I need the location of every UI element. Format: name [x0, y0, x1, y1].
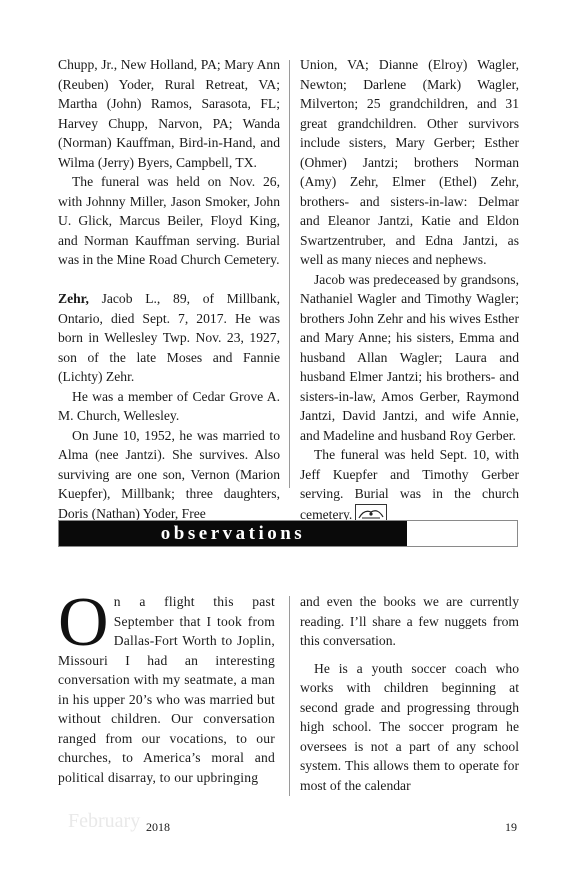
section-title: observations [160, 523, 306, 544]
article-column-right [300, 592, 519, 795]
article-paragraph: He is a youth soccer coach who works with children beginning at second grade and progressing through high school. The soccer program he oversees is not a part of any school system. This allows them to operate for most of the calendar [300, 660, 519, 793]
article-paragraph: and even the books we are currently reading. I’ll share a few nuggets from this conversation. [300, 594, 519, 648]
article-opening-text: n a flight this past September that I took from Dallas-Fort Worth to Joplin, Missouri I had an interesting conversation with my seatmate, a man in his upper 20’s who was married but without children. Our conversation ranged from our vocations, to our churches, to America’s moral and political disarray, to our upbringing [58, 594, 275, 785]
page-number: 19 [505, 820, 517, 834]
footer-year: 2018 [146, 820, 170, 834]
obituary-paragraph: Chupp, Jr., New Holland, PA; Mary Ann (Reuben) Yoder, Rural Retreat, VA; Martha (John) Ramos, Sarasota, FL; Harvey Chupp, Narvon, PA; Wanda (Norman) Kauffman, Bird-in-Hand, and Wilma (Jerry) Byers, Campbell, TX. [58, 57, 280, 170]
footer-month: February [68, 810, 141, 832]
column-divider [289, 60, 290, 488]
obituary-paragraph: Jacob was predeceased by grandsons, Nathaniel Wagler and Timothy Wagler; brothers John Zehr and his wives Esther and Mary Anne; his sisters, Emma and husband Allan Wagler; Laura and husband Elmer Jantzi; his brothers- and sisters-in-law, Amos Gerber, Raymond Jantzi, David Jantzi, and wife Annie, and Madeline and husband Roy Gerber. [300, 271, 519, 443]
obituary-name: Zehr, [58, 291, 89, 306]
obituary-column-left [58, 55, 280, 523]
obituary-paragraph: The funeral was held on Nov. 26, with Johnny Miller, Jason Smoker, John U. Glick, Marcus Beiler, Floyd King, and Norman Kauffman serving. Burial was in the Mine Road Church Cemetery. [58, 174, 280, 267]
obituary-paragraph: He was a member of Cedar Grove A. M. Church, Wellesley. [58, 388, 280, 423]
obituary-paragraph: Union, VA; Dianne (Elroy) Wagler, Newton; Darlene (Mark) Wagler, Milverton; 25 grandchildren, and 31 great grandchildren. Other survivors include sisters, Mary Gerber; Esther (Ohmer) Jantzi; brothers Norman (Amy) Zehr, Elmer (Ethel) Zehr, brothers- and sisters-in-law: Delmar and Eleanor Jantzi, Katie and Eldon Swartzentruber, and Edna Jantzi, as well as many nieces and nephews. [300, 57, 519, 267]
obituary-paragraph [300, 445, 519, 524]
obituary-paragraph: On June 10, 1952, he was married to Alma (nee Jantzi). She survives. Also surviving are one son, Vernon (Marion Kuepfer), Millbank; three daughters, Doris (Nathan) Yoder, Free [58, 427, 280, 521]
section-banner [58, 520, 518, 547]
obituary-closing-text: The funeral was held Sept. 10, with Jeff Kuepfer and Timothy Gerber serving. Burial was in the church cemetery. [300, 447, 519, 522]
drop-cap: O [58, 584, 109, 661]
obituary-lead-text: Jacob L., 89, of Millbank, Ontario, died Sept. 7, 2017. He was born in Wellesley Twp. Nov. 23, 1927, son of the late Moses and Fannie (Lichty) Zehr. [58, 291, 280, 384]
article-opening-paragraph [58, 584, 275, 787]
article-column-left [58, 584, 275, 787]
end-mark-icon [355, 504, 387, 522]
column-divider [289, 596, 290, 796]
obituary-zehr-intro [58, 289, 280, 387]
obituary-column-right [300, 55, 519, 524]
